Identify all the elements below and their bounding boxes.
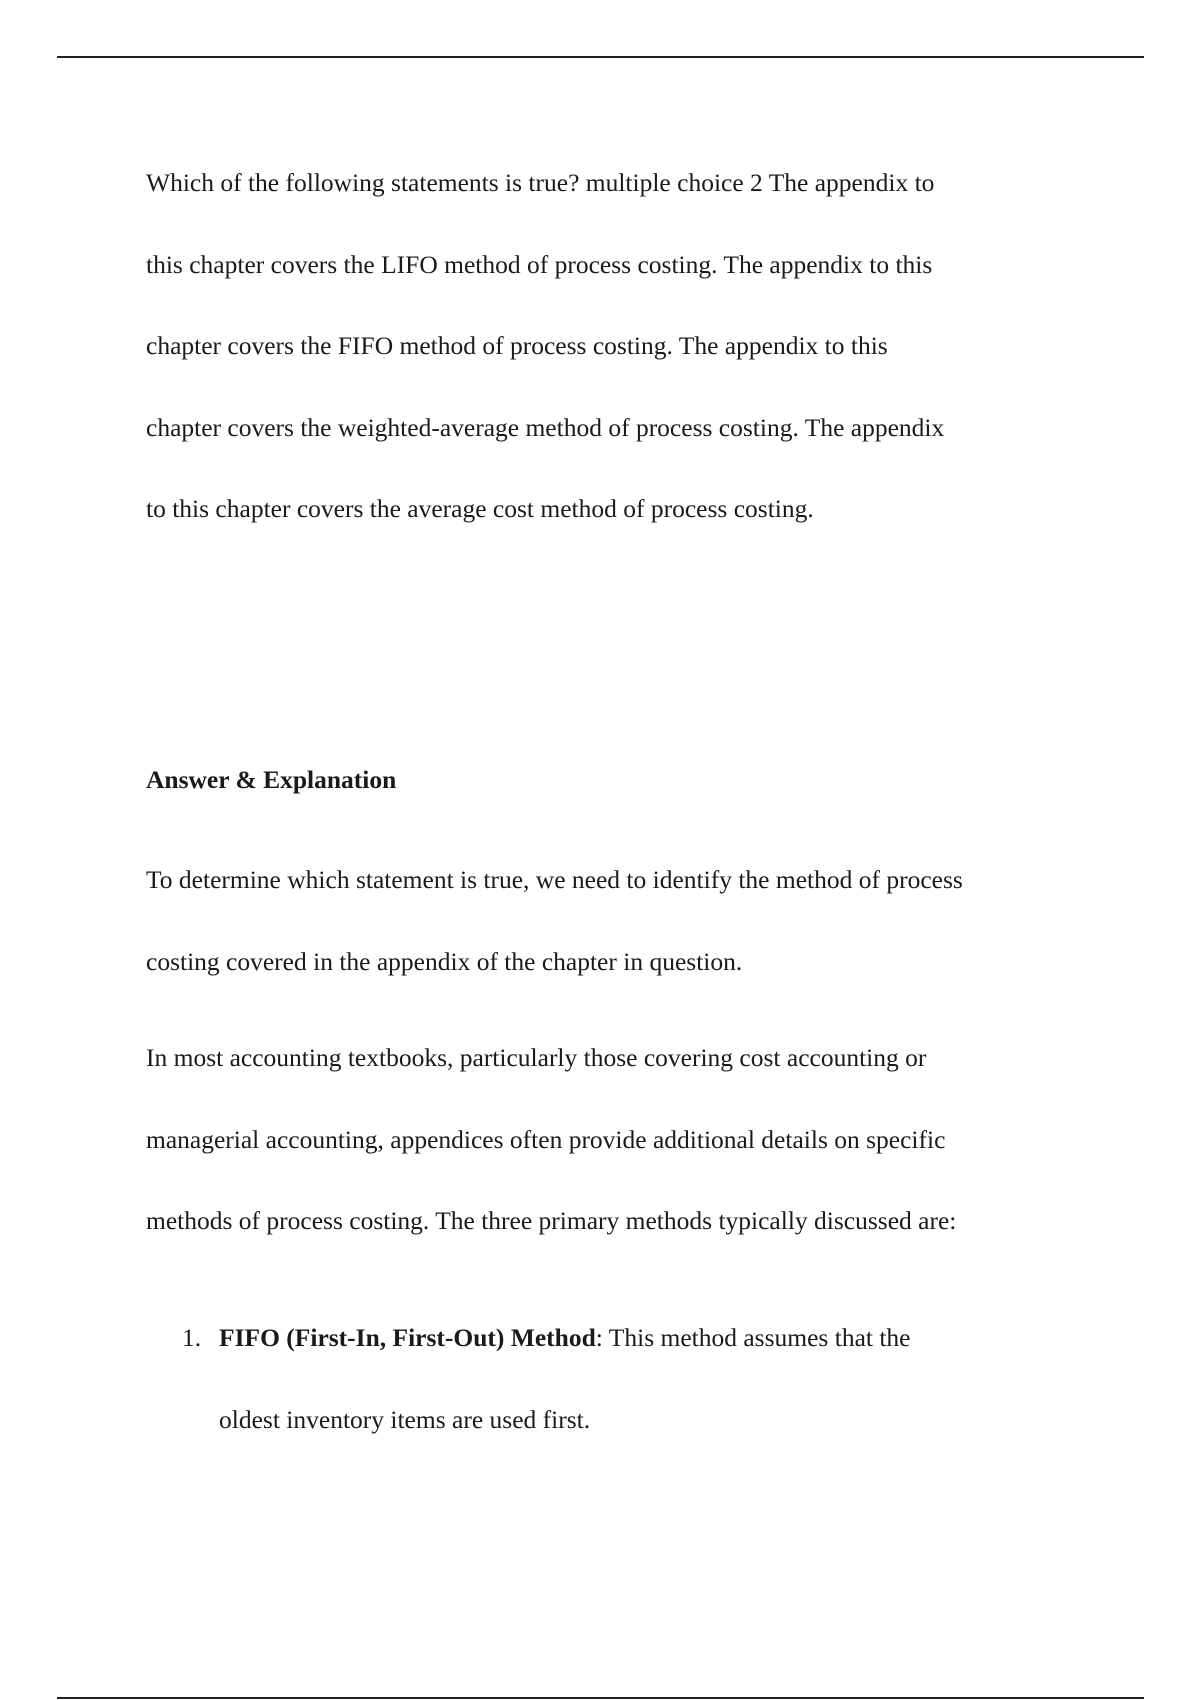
method-term: FIFO (First-In, First-Out) Method: [219, 1323, 596, 1352]
method-description: This method assumes that the: [602, 1323, 911, 1352]
question-line: chapter covers the weighted-average method of process costing. The appendix: [146, 412, 945, 442]
bottom-rule: [57, 1697, 1144, 1699]
paragraph-line: methods of process costing. The three primary methods typically discussed are:: [146, 1206, 957, 1235]
term-separator: :: [595, 1323, 603, 1352]
list-item-line: [219, 1297, 1076, 1379]
paragraph-line: managerial accounting, appendices often provide additional details on specific: [146, 1124, 946, 1154]
question-line: chapter covers the FIFO method of process costing. The appendix to this: [146, 331, 888, 360]
question-line: Which of the following statements is true? multiple choice 2 The appendix to: [146, 168, 935, 197]
paragraph-line: costing covered in the appendix of the chapter in question.: [146, 946, 743, 976]
answer-heading: Answer & Explanation: [146, 765, 397, 794]
top-rule: [57, 56, 1144, 58]
paragraph-line: In most accounting textbooks, particularly those covering cost accounting or: [146, 1043, 927, 1072]
list-item-line: oldest inventory items are used first.: [219, 1404, 591, 1434]
intro-paragraph: [146, 839, 1076, 1002]
question-text: [146, 142, 1066, 550]
paragraph-line: To determine which statement is true, we need to identify the method of process: [146, 865, 963, 894]
list-number: 1.: [182, 1323, 202, 1352]
question-line: this chapter covers the LIFO method of process costing. The appendix to this: [146, 249, 933, 279]
question-line: to this chapter covers the average cost method of process costing.: [146, 494, 814, 523]
list-item: [146, 1297, 1076, 1460]
methods-list: [146, 1297, 1076, 1460]
context-paragraph: [146, 1017, 1076, 1262]
